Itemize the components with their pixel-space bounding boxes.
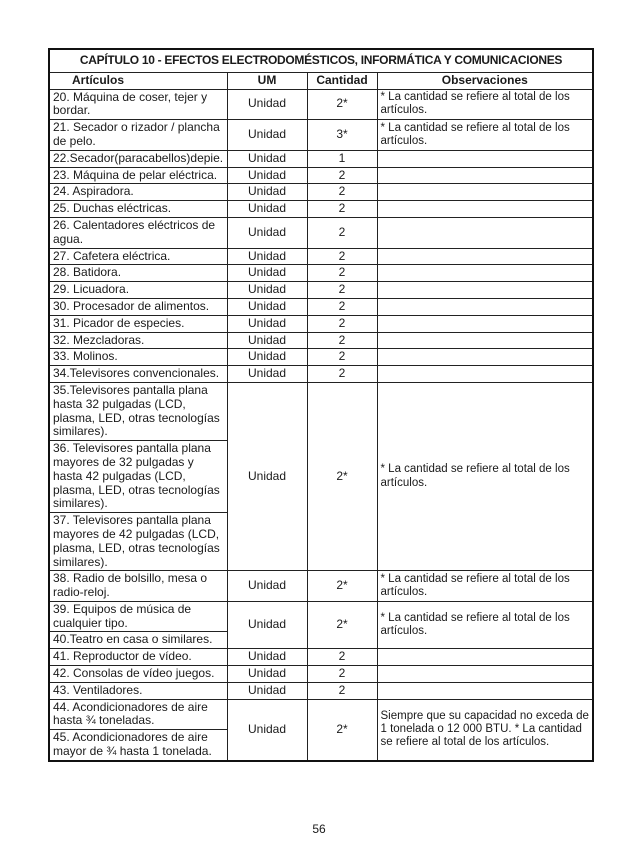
table-row [49, 184, 593, 201]
um-cell: Unidad [227, 699, 307, 761]
um-cell: Unidad [227, 217, 307, 248]
article-cell: 44. Acondicionadores de aire hasta ¾ toneladas. [49, 699, 227, 730]
um-cell: Unidad [227, 366, 307, 383]
article-cell: 45. Acondicionadores de aire mayor de ¾ hasta 1 tonelada. [49, 730, 227, 761]
observation-cell: * La cantidad se refiere al total de los artículos. [377, 120, 593, 151]
observation-cell [377, 349, 593, 366]
quantity-cell: 2 [307, 201, 377, 218]
header-cantidad: Cantidad [307, 72, 377, 89]
page-number: 56 [312, 822, 326, 836]
table-body [49, 89, 593, 761]
observation-cell [377, 366, 593, 383]
table-row [49, 571, 593, 602]
table-row [49, 649, 593, 666]
quantity-cell: 2 [307, 649, 377, 666]
article-cell: 35.Televisores pantalla plana hasta 32 pulgadas (LCD, plasma, LED, otras tecnologías similares). [49, 382, 227, 440]
quantity-cell: 3* [307, 120, 377, 151]
chapter-title: CAPÍTULO 10 - EFECTOS ELECTRODOMÉSTICOS, INFORMÁTICA Y COMUNICACIONES [49, 49, 593, 72]
table-row [49, 282, 593, 299]
quantity-cell: 2 [307, 682, 377, 699]
article-cell: 24. Aspiradora. [49, 184, 227, 201]
article-cell: 33. Molinos. [49, 349, 227, 366]
observation-cell [377, 150, 593, 167]
header-articulos: Artículos [49, 72, 227, 89]
um-cell: Unidad [227, 201, 307, 218]
quantity-cell: 2 [307, 248, 377, 265]
article-cell: 23. Máquina de pelar eléctrica. [49, 167, 227, 184]
table-row [49, 201, 593, 218]
table-row [49, 601, 593, 632]
table-row [49, 666, 593, 683]
um-cell: Unidad [227, 89, 307, 120]
observation-cell: * La cantidad se refiere al total de los artículos. [377, 382, 593, 570]
quantity-cell: 2 [307, 332, 377, 349]
quantity-cell: 2 [307, 167, 377, 184]
observation-cell [377, 217, 593, 248]
article-cell: 39. Equipos de música de cualquier tipo. [49, 601, 227, 632]
observation-cell [377, 201, 593, 218]
quantity-cell: 2* [307, 699, 377, 761]
observation-cell [377, 248, 593, 265]
article-cell: 36. Televisores pantalla plana mayores de 32 pulgadas y hasta 42 pulgadas (LCD, plasma, LED, otras tecnologías similares). [49, 441, 227, 513]
quantity-cell: 1 [307, 150, 377, 167]
article-cell: 26. Calentadores eléctricos de agua. [49, 217, 227, 248]
table-row [49, 699, 593, 730]
quantity-cell: 2* [307, 89, 377, 120]
quantity-cell: 2* [307, 601, 377, 648]
article-cell: 42. Consolas de vídeo juegos. [49, 666, 227, 683]
observation-cell [377, 682, 593, 699]
observation-cell: * La cantidad se refiere al total de los artículos. [377, 89, 593, 120]
table-row [49, 89, 593, 120]
um-cell: Unidad [227, 332, 307, 349]
article-cell: 31. Picador de especies. [49, 315, 227, 332]
table-row [49, 120, 593, 151]
um-cell: Unidad [227, 666, 307, 683]
article-cell: 41. Reproductor de vídeo. [49, 649, 227, 666]
header-observaciones: Observaciones [377, 72, 593, 89]
article-cell: 43. Ventiladores. [49, 682, 227, 699]
table-row [49, 366, 593, 383]
observation-cell [377, 298, 593, 315]
quantity-cell: 2 [307, 349, 377, 366]
table-row [49, 682, 593, 699]
observation-cell [377, 315, 593, 332]
table-row [49, 167, 593, 184]
article-cell: 37. Televisores pantalla plana mayores de 42 pulgadas (LCD, plasma, LED, otras tecnologías similares). [49, 513, 227, 571]
quantity-cell: 2* [307, 382, 377, 570]
um-cell: Unidad [227, 682, 307, 699]
um-cell: Unidad [227, 265, 307, 282]
quantity-cell: 2 [307, 366, 377, 383]
um-cell: Unidad [227, 298, 307, 315]
table-row [49, 315, 593, 332]
table-row [49, 332, 593, 349]
quantity-cell: 2* [307, 571, 377, 602]
articles-table [48, 48, 594, 762]
observation-cell [377, 265, 593, 282]
observation-cell [377, 184, 593, 201]
um-cell: Unidad [227, 649, 307, 666]
um-cell: Unidad [227, 184, 307, 201]
article-cell: 30. Procesador de alimentos. [49, 298, 227, 315]
table-row [49, 349, 593, 366]
observation-cell: * La cantidad se refiere al total de los artículos. [377, 601, 593, 648]
article-cell: 32. Mezcladoras. [49, 332, 227, 349]
table-row [49, 382, 593, 440]
um-cell: Unidad [227, 349, 307, 366]
quantity-cell: 2 [307, 666, 377, 683]
um-cell: Unidad [227, 120, 307, 151]
table-row [49, 265, 593, 282]
table-row [49, 248, 593, 265]
quantity-cell: 2 [307, 315, 377, 332]
article-cell: 20. Máquina de coser, tejer y bordar. [49, 89, 227, 120]
observation-cell [377, 282, 593, 299]
quantity-cell: 2 [307, 217, 377, 248]
observation-cell: * La cantidad se refiere al total de los artículos. [377, 571, 593, 602]
um-cell: Unidad [227, 167, 307, 184]
table-row [49, 217, 593, 248]
article-cell: 25. Duchas eléctricas. [49, 201, 227, 218]
article-cell: 27. Cafetera eléctrica. [49, 248, 227, 265]
observation-cell: Siempre que su capacidad no exceda de 1 tonelada o 12 000 BTU. * La cantidad se refiere al total de los artículos. [377, 699, 593, 761]
um-cell: Unidad [227, 315, 307, 332]
um-cell: Unidad [227, 382, 307, 570]
um-cell: Unidad [227, 150, 307, 167]
um-cell: Unidad [227, 282, 307, 299]
article-cell: 29. Licuadora. [49, 282, 227, 299]
article-cell: 28. Batidora. [49, 265, 227, 282]
article-cell: 22.Secador(paracabellos)depie. [49, 150, 227, 167]
observation-cell [377, 332, 593, 349]
observation-cell [377, 649, 593, 666]
article-cell: 38. Radio de bolsillo, mesa o radio-reloj. [49, 571, 227, 602]
quantity-cell: 2 [307, 282, 377, 299]
header-um: UM [227, 72, 307, 89]
observation-cell [377, 167, 593, 184]
table-row [49, 150, 593, 167]
um-cell: Unidad [227, 601, 307, 648]
quantity-cell: 2 [307, 298, 377, 315]
observation-cell [377, 666, 593, 683]
um-cell: Unidad [227, 248, 307, 265]
article-cell: 34.Televisores convencionales. [49, 366, 227, 383]
table-row [49, 298, 593, 315]
quantity-cell: 2 [307, 184, 377, 201]
article-cell: 40.Teatro en casa o similares. [49, 632, 227, 649]
um-cell: Unidad [227, 571, 307, 602]
quantity-cell: 2 [307, 265, 377, 282]
article-cell: 21. Secador o rizador / plancha de pelo. [49, 120, 227, 151]
